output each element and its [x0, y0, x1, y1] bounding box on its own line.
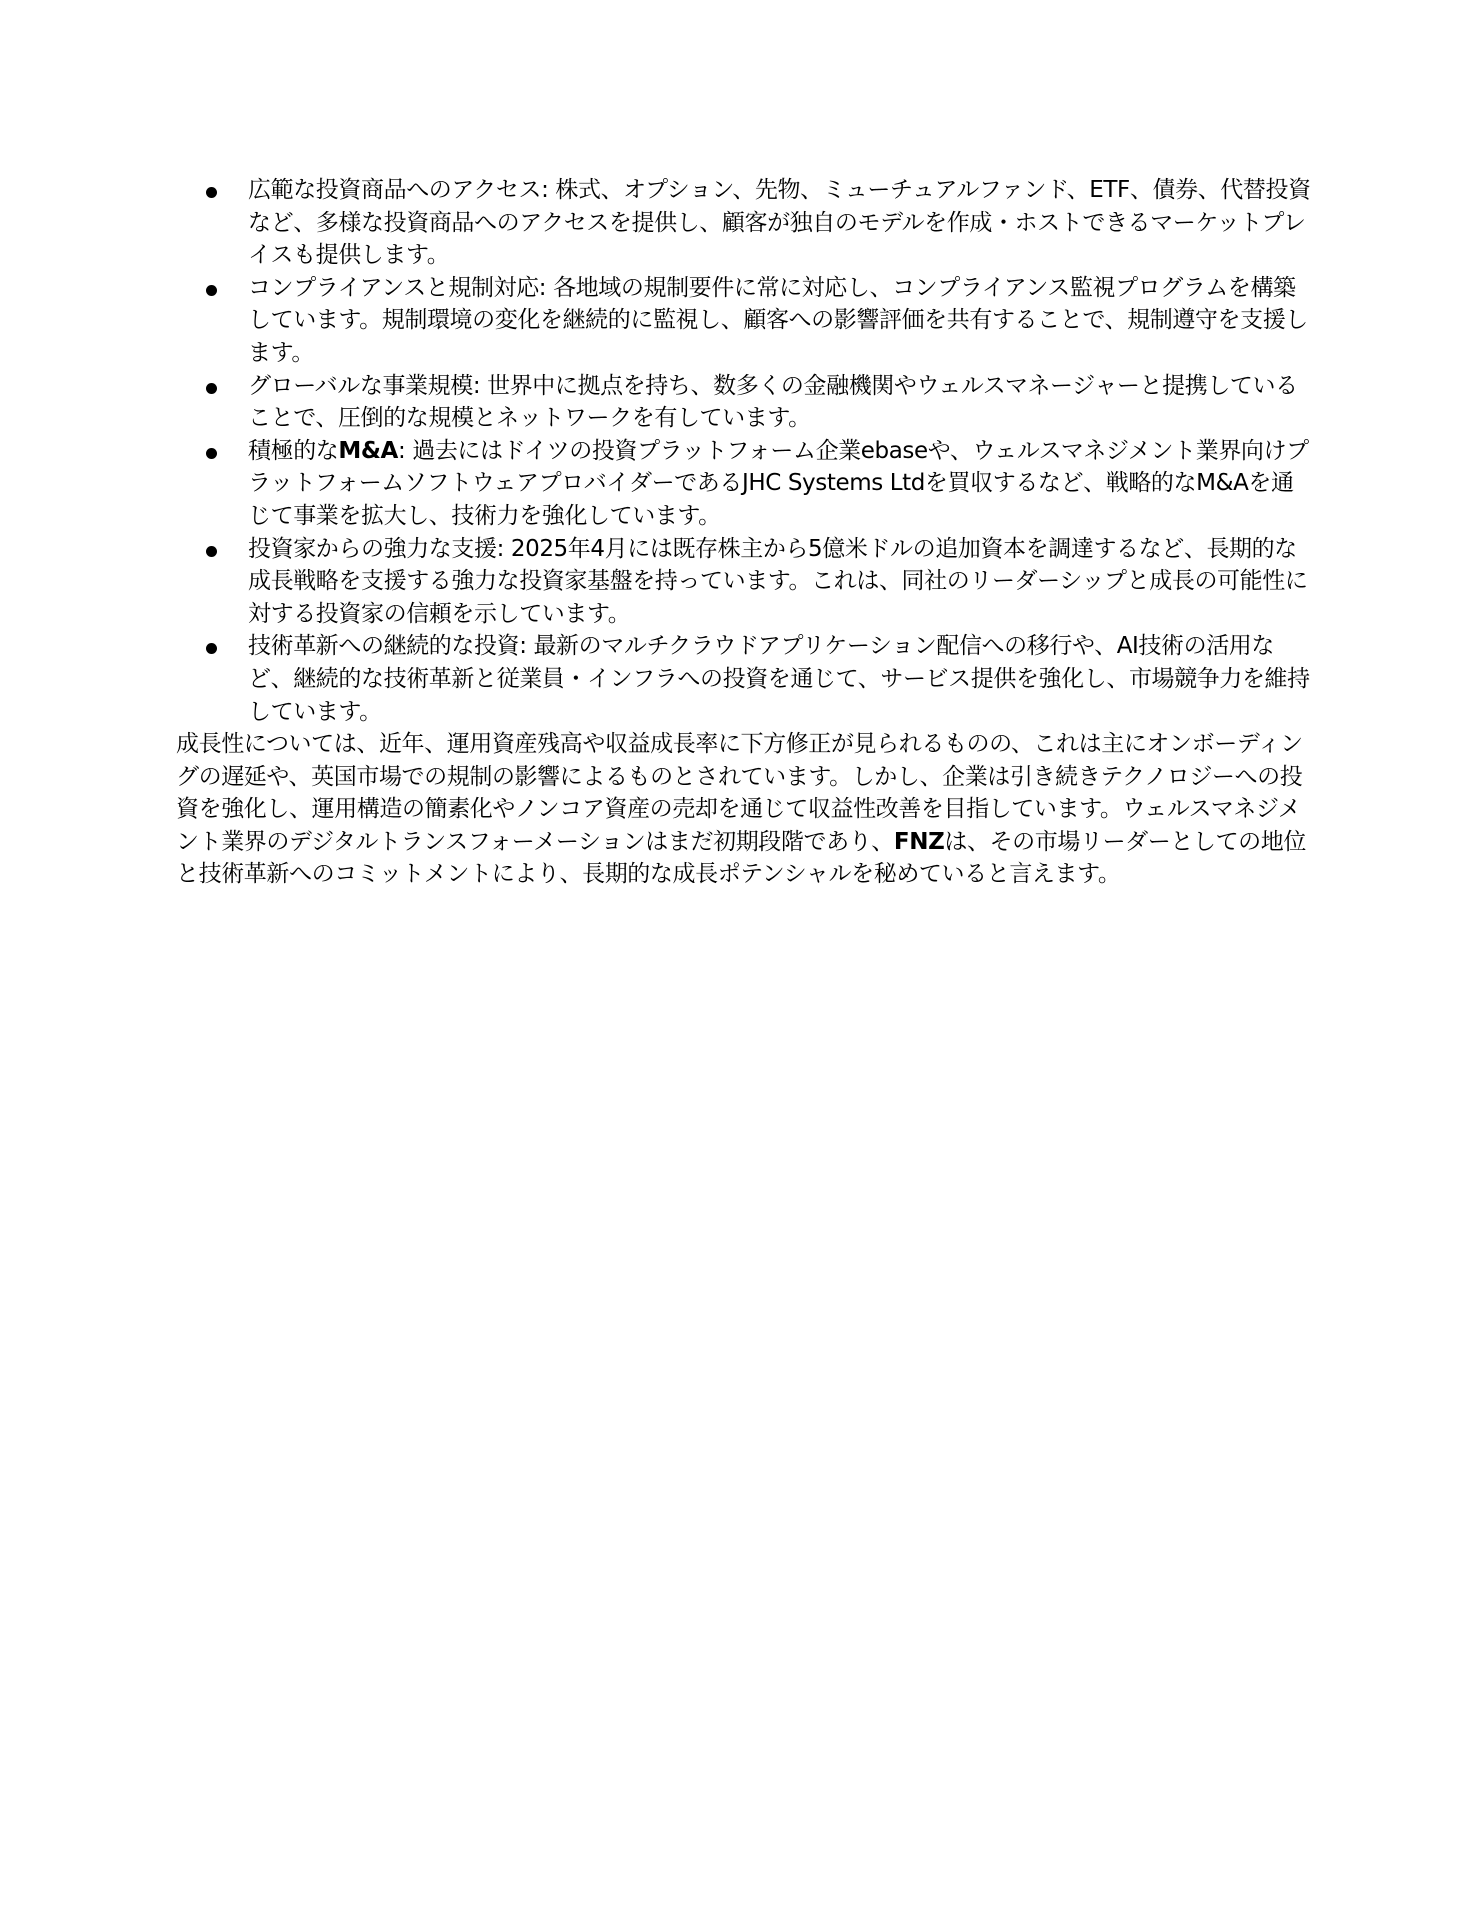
list-item-text: 広範な投資商品へのアクセス: 株式、オプション、先物、ミューチュアルファンド、ETF、債券、代替投資など、多様な投資商品へのアクセスを提供し、顧客が独自のモデルを作成・ホストできるマーケットプレイスも提供します。 [248, 177, 1311, 269]
bullet-icon [206, 383, 217, 394]
list-item-text: グローバルな事業規模: 世界中に拠点を持ち、数多くの金融機関やウェルスマネージャーと提携していることで、圧倒的な規模とネットワークを有しています。 [248, 372, 1298, 432]
paragraph-bold-term: FNZ [893, 828, 945, 855]
list-item [176, 435, 1316, 533]
list-item-text: コンプライアンスと規制対応: 各地域の規制要件に常に対応し、コンプライアンス監視プログラムを構築しています。規制環境の変化を継続的に監視し、顧客への影響評価を共有することで、規制遵守を支援します。 [248, 274, 1308, 366]
bullet-icon [206, 546, 217, 557]
bullet-icon [206, 187, 217, 198]
bullet-list [176, 174, 1316, 728]
paragraph-text-part2: は、その市場リーダーとしての地位と技術革新へのコミットメントにより、長期的な成長ポテンシャルを秘めていると言えます。 [176, 828, 1306, 888]
bullet-icon [206, 643, 217, 654]
list-item-prefix: 積極的な [248, 437, 339, 464]
list-item [176, 174, 1316, 272]
paragraph-text-part1: 成長性については、近年、運用資産残高や収益成長率に下方修正が見られるものの、これは主にオンボーディングの遅延や、英国市場での規制の影響によるものとされています。しかし、企業は引き続きテクノロジーへの投資を強化し、運用構造の簡素化やノンコア資産の売却を通じて収益性改善を目指しています。ウェルスマネジメント業界のデジタルトランスフォーメーションはまだ初期段階であり、 [176, 731, 1303, 855]
bullet-icon [206, 285, 217, 296]
list-item [176, 370, 1316, 435]
document-content [176, 174, 1316, 891]
list-item-text: : 過去にはドイツの投資プラットフォーム企業ebaseや、ウェルスマネジメント業界向けプラットフォームソフトウェアプロバイダーであるJHC Systems Ltdを買収するなど、戦略的なM&Aを通じて事業を拡大し、技術力を強化しています。 [248, 437, 1309, 529]
list-item [176, 272, 1316, 370]
list-item-text: 投資家からの強力な支援: 2025年4月には既存株主から5億米ドルの追加資本を調達するなど、長期的な成長戦略を支援する強力な投資家基盤を持っています。これは、同社のリーダーシップと成長の可能性に対する投資家の信頼を示しています。 [248, 535, 1308, 627]
summary-paragraph [176, 728, 1316, 891]
list-item-bold-term: M&A [338, 437, 398, 464]
list-item [176, 630, 1316, 728]
list-item-text: 技術革新への継続的な投資: 最新のマルチクラウドアプリケーション配信への移行や、AI技術の活用など、継続的な技術革新と従業員・インフラへの投資を通じて、サービス提供を強化し、市場競争力を維持しています。 [248, 633, 1310, 725]
list-item [176, 533, 1316, 631]
bullet-icon [206, 448, 217, 459]
